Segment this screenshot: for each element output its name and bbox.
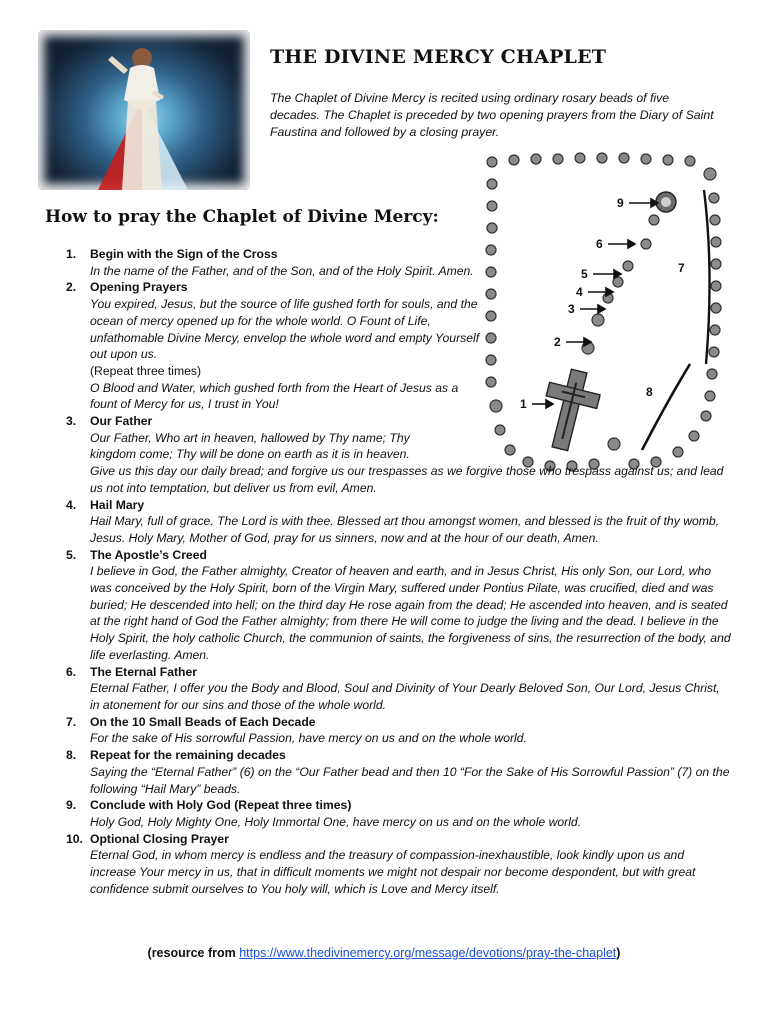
step-item	[60, 831, 732, 898]
step-item	[60, 497, 732, 547]
step-body: Our Father, Who art in heaven, hallowed by Thy name; Thy kingdom come; Thy will be done on earth as it is in heaven.	[90, 430, 410, 462]
step-number: 2.	[66, 280, 77, 295]
step-note: (Repeat three times)	[90, 363, 202, 378]
intro-paragraph: The Chaplet of Divine Mercy is recited using ordinary rosary beads of five decades. The Chaplet is preceded by two opening prayers from the Diary of Saint Faustina and followed by a closing prayer.	[270, 91, 714, 139]
step-number: 1.	[66, 247, 77, 261]
step-body: O Blood and Water, which gushed forth from the Heart of Jesus as a fount of Mercy for us, I trust in You!	[90, 380, 459, 412]
step-body: Eternal Father, I offer you the Body and Blood, Soul and Divinity of Your Dearly Beloved Son, Our Lord, Jesus Christ, in atonement for our sins and those of the whole world.	[90, 681, 720, 712]
steps-list	[60, 246, 732, 897]
step-number: 10.	[66, 831, 83, 846]
step-number: 7.	[66, 714, 77, 729]
step-item	[60, 797, 732, 830]
step-item	[60, 413, 732, 497]
resource-link[interactable]: https://www.thedivinemercy.org/message/devotions/pray-the-chaplet	[239, 946, 617, 960]
step-number: 3.	[66, 414, 77, 429]
rosary-label: 9	[617, 196, 624, 210]
step-body: Hail Mary, full of grace. The Lord is with thee. Blessed art thou amongst women, and blessed is the fruit of thy womb, Jesus. Holy Mary, Mother of God, pray for us sinners, now and at the hour of our death, Amen.	[90, 514, 720, 545]
step-body: Give us this day our daily bread; and forgive us our trespasses as we forgive those who trespass against us; and lead us not into temptation, but deliver us from evil, Amen.	[90, 464, 724, 495]
step-body: For the sake of His sorrowful Passion, have mercy on us and on the whole world.	[90, 731, 527, 746]
step-body: Saying the “Eternal Father” (6) on the “Our Father bead and then 10 “For the Sake of His Sorrowful Passion” (7) on the following “Hail Mary” beads.	[90, 764, 730, 796]
step-item	[60, 664, 732, 714]
step-heading: The Eternal Father	[90, 664, 198, 679]
resource-suffix: )	[616, 946, 621, 960]
step-heading: Repeat for the remaining decades	[90, 748, 286, 763]
resource-line	[0, 946, 768, 960]
rosary-label: 3	[568, 302, 575, 316]
step-body: Eternal God, in whom mercy is endless and the treasury of compassion-inexhaustible, look kindly upon us and increase Your mercy in us, that in difficult moments we might not despair nor become despondent, but with great confidence submit ourselves to You holy will, which is Love and Mercy itself.	[90, 848, 696, 896]
step-heading: Opening Prayers	[90, 280, 188, 295]
step-heading: Hail Mary	[90, 497, 145, 512]
step-body: I believe in God, the Father almighty, Creator of heaven and earth, and in Jesus Christ, His only Son, our Lord, who was conceived by the Holy Spirit, born of the Virgin Mary, suffered under Pontius Pilate, was crucified, died and was buried; He descended into hell; on the third day He rose again from the dead; He ascended into heaven, and is seated at the right hand of God the Father almighty; from there He will come to judge the living and the dead. I believe in the Holy Spirit, the holy catholic Church, the communion of saints, the forgiveness of sins, the resurrection of the body, and life everlasting. Amen.	[90, 564, 731, 662]
resource-prefix: (resource from	[147, 946, 240, 960]
step-heading: Conclude with Holy God (Repeat three times)	[90, 798, 352, 813]
page-title: THE DIVINE MERCY CHAPLET	[270, 46, 607, 68]
rosary-label: 6	[596, 237, 603, 251]
rosary-label: 5	[581, 267, 588, 281]
step-number: 4.	[66, 497, 77, 512]
step-number: 9.	[66, 798, 77, 813]
step-item	[60, 547, 732, 664]
step-heading: Optional Closing Prayer	[90, 831, 229, 846]
step-item	[60, 279, 732, 413]
divine-mercy-image	[38, 30, 250, 190]
step-body: You expired, Jesus, but the source of life gushed forth for souls, and the ocean of mercy opened up for the whole world. O Fount of Life, unfathomable Divine Mercy, envelop the whole word and empty Yourself out upon us.	[90, 297, 480, 362]
step-body: In the name of the Father, and of the Son, and of the Holy Spirit. Amen.	[90, 263, 474, 278]
step-heading: On the 10 Small Beads of Each Decade	[90, 714, 316, 729]
step-item	[60, 714, 732, 747]
step-number: 6.	[66, 664, 77, 679]
divine-mercy-illustration	[38, 30, 250, 190]
step-item	[60, 246, 732, 279]
section-heading: How to pray the Chaplet of Divine Mercy:	[45, 207, 439, 227]
step-heading: Our Father	[90, 414, 153, 429]
rosary-label: 1	[520, 397, 527, 411]
step-item	[60, 747, 732, 797]
rosary-label: 2	[554, 335, 561, 349]
step-number: 8.	[66, 748, 77, 763]
step-heading: Begin with the Sign of the Cross	[90, 247, 278, 261]
rosary-label: 8	[646, 385, 653, 399]
step-number: 5.	[66, 547, 77, 562]
rosary-label: 4	[576, 285, 583, 299]
step-heading: The Apostle’s Creed	[90, 547, 207, 562]
step-body: Holy God, Holy Mighty One, Holy Immortal One, have mercy on us and on the whole world.	[90, 814, 582, 829]
rosary-label: 7	[678, 261, 685, 275]
